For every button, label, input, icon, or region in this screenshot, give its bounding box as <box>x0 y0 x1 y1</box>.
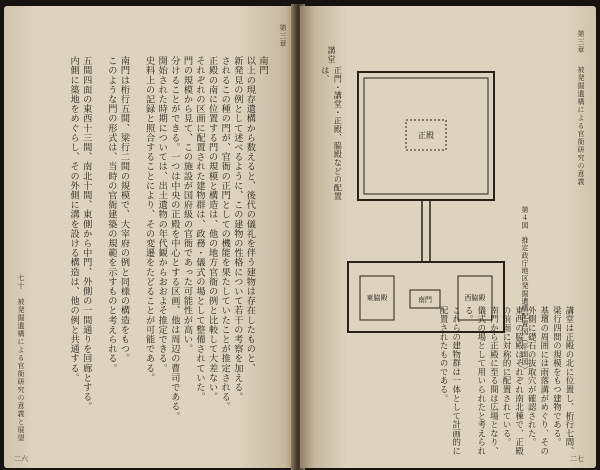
right-body-lower <box>336 306 576 456</box>
paragraph: 開始された時期については、出土遺物の年代観からおおよそ推定できる。 <box>156 56 168 373</box>
paragraph: これらの建物群は一体として計画的に配置されたものである。 <box>439 306 462 456</box>
paragraph: 基壇の周囲には雨落溝がめぐり、その外側に礎石の抜取穴が確認された。 <box>527 306 550 456</box>
paragraph: 以上の現存遺構から数えると、後代の儀礼を伴う建物は存在したものと、 <box>244 56 256 373</box>
left-section-title: 南門 <box>257 56 268 76</box>
page-number-right: 二七 <box>570 455 584 463</box>
paragraph: 門の規模から見て、この施設が国府級の官衙であった可能性が高い。 <box>181 56 193 354</box>
paragraph: 講堂は正殿の北に位置し、桁行七間、梁行四間の規模をもつ建物である。 <box>552 306 575 456</box>
west-hall-label: 西脇殿 <box>464 294 486 302</box>
paragraph: このような門の形式は、当時の官衙建築の規範を示すものと考えられる。 <box>105 56 117 373</box>
running-head-right: 被発掘遺構による官衙研究の意義 <box>577 66 585 186</box>
paragraph: それぞれの区画に配置された建物群は、政務・儀式の場として整備されていた。 <box>194 56 206 402</box>
paragraph: 正殿の南に位置する門の規模と構造は、他の地方官衙の例と比較して大差ない。 <box>206 56 218 402</box>
paragraph: 分けることができる。一つは中央の正殿を中心とする区画、他は周辺の曹司である。 <box>168 56 180 421</box>
figure-caption: 第４図 推定政庁地区発掘遺構配置図（平面図） <box>521 206 529 374</box>
gate-label: 南門 <box>418 296 432 304</box>
running-head-left: 第三章 <box>279 24 287 48</box>
paragraph: 正門・講堂・正殿、脇殿などの配置は、 <box>320 66 343 201</box>
paragraph: 内側に築地をめぐらし、その外側に溝を設ける構造は、他の例と共通する。 <box>68 56 80 383</box>
paragraph: 史料上の記録と照合することにより、その変遷をたどることが可能である。 <box>143 56 155 383</box>
left-body-text <box>18 56 268 456</box>
right-section-title: 講堂 <box>327 46 336 64</box>
paragraph: 南門から正殿に至る間は広場となり、儀式の場として用いられたと考えられる。 <box>464 306 500 456</box>
right-page <box>300 6 596 468</box>
chapter-mark-right: 第三章 <box>577 30 585 54</box>
paragraph: 東西の脇殿はそれぞれ南北棟で、正殿の前面に対称的に配置されている。 <box>502 306 525 456</box>
paragraph: されるこの種の門が、官衙の正門としての機能を果たしていたことが推定される。 <box>219 56 231 412</box>
east-hall-label: 東脇殿 <box>366 294 388 302</box>
paragraph: 南門は桁行五間、梁行二間の規模で、大宰府の例と同様の構造をもつ。 <box>118 56 130 364</box>
paragraph: 五間四面の東西十三間、南北十間、東側から中門、外側の一間通りを回廊とする。 <box>80 56 92 412</box>
main-hall-label: 正殿 <box>418 131 434 140</box>
page-number-left: 二六 <box>14 455 28 463</box>
running-head-left-bottom: 七十 被発掘遺構による官衙研究の意義と展望 <box>17 274 25 442</box>
paragraph: 新発見の例として述べるように、この建物の性格について若干の考察を加える。 <box>231 56 243 402</box>
left-page <box>4 6 296 468</box>
